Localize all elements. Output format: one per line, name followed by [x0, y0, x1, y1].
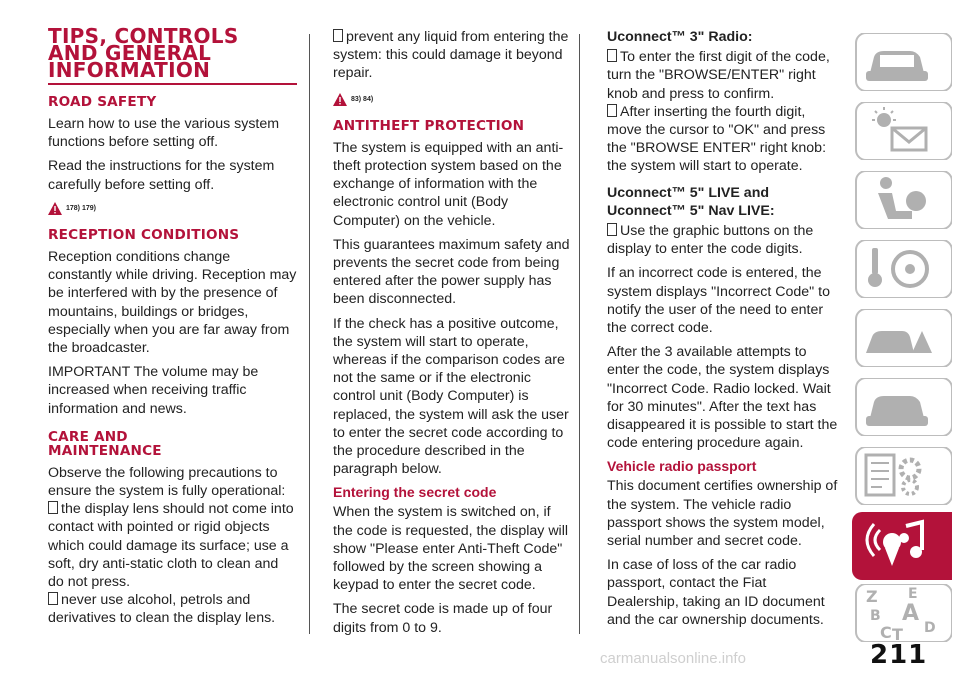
bullet-item: prevent any liquid from entering the system: this could damage it beyond repair. [333, 29, 569, 82]
paragraph: In case of loss of the car radio passport, contact the Fiat Dealership, taking an ID document and the car ownership documents. [607, 557, 825, 628]
bullet-box-icon [607, 49, 617, 62]
column-3 [592, 28, 838, 635]
chapter-sidebar [852, 33, 952, 653]
paragraph: If an incorrect code is entered, the system displays "Incorrect Code" to notify the user of the need to enter the correct code. [607, 265, 830, 337]
tab-index[interactable] [852, 584, 952, 642]
column-1 [33, 24, 297, 628]
bullet-box-icon [333, 29, 343, 42]
index-letter-t: T [892, 625, 903, 642]
car-breakdown-icon [852, 309, 952, 367]
title-rule [48, 83, 297, 85]
bullet-box-icon [607, 104, 617, 117]
main-title: TIPS, CONTROLS AND GENERAL INFORMATION [48, 24, 239, 82]
column-divider [309, 34, 310, 634]
tab-warning-lights[interactable] [852, 102, 952, 160]
bullet-box-icon [48, 501, 58, 514]
bullet-item: never use alcohol, petrols and derivatives to clean the display lens. [48, 592, 276, 627]
bullet-item: Use the graphic buttons on the display to enter the code digits. [607, 223, 814, 258]
tab-dashboard[interactable] [852, 33, 952, 91]
paragraph: This guarantees maximum safety and prevents the secret code from being entered after the power supply has been disconnected. [333, 236, 570, 308]
page-number: 211 [870, 640, 928, 670]
warning-refs: 178) 179) [66, 204, 96, 212]
car-dashboard-icon [852, 33, 952, 91]
warning-reference [48, 200, 297, 218]
warning-reference [333, 91, 572, 109]
paragraph: The system is equipped with an anti-theft protection system based on the exchange of information with the electronic control unit (Body Computer) on the vehicle. [333, 139, 564, 229]
radio3-title: Uconnect™ 3" Radio: [607, 29, 753, 45]
bullet-item: After inserting the fourth digit, move the cursor to "OK" and press the "BROWSE ENTER" right knob: the system will start to operate. [607, 103, 827, 175]
paragraph: Learn how to use the various system functions before setting off. [48, 116, 280, 151]
watermark: carmanualsonline.info [600, 650, 746, 667]
column-divider [579, 34, 580, 634]
section-title-care: CARE AND MAINTENANCE [48, 428, 162, 459]
index-letter-b: B [870, 608, 881, 624]
paragraph: IMPORTANT The volume may be increased when receiving traffic information and news. [48, 364, 259, 417]
paragraph: When the system is switched on, if the code is requested, the display will show "Please enter Anti-Theft Code" followed by the screen showing a keypad to enter the secret code. [333, 504, 569, 594]
specs-gears-icon [852, 447, 952, 505]
paragraph: This document certifies ownership of the system. The vehicle radio passport shows the system model, serial number and secret code. [607, 478, 838, 550]
tab-technical-specs[interactable] [852, 447, 952, 505]
tab-servicing[interactable] [852, 378, 952, 436]
paragraph: Read the instructions for the system carefully before setting off. [48, 158, 275, 193]
index-letter-c: C [880, 623, 892, 642]
paragraph: The secret code is made up of four digits from 0 to 9. [333, 601, 553, 636]
bullet-box-icon [607, 223, 617, 236]
column-2 [318, 28, 572, 643]
warning-lights-icon [852, 102, 952, 160]
bullet-box-icon [48, 592, 58, 605]
warning-triangle-icon [48, 202, 62, 215]
tab-emergency[interactable] [852, 309, 952, 367]
section-title-road-safety: ROAD SAFETY [48, 94, 157, 110]
paragraph: If the check has a positive outcome, the system will start to operate, whereas if the comparison codes are not the same or if the electronic control unit (Body Computer) is replaced, the system will ask the user to enter the secret code according to the procedure described in the paragraph below. [333, 315, 569, 478]
paragraph: Reception conditions change constantly while driving. Reception may be interfered with by the presence of mountains, buildings or bridges, especially when you are far away from the broadcaster. [48, 249, 297, 357]
tab-safety[interactable] [852, 171, 952, 229]
index-letter-z: Z [866, 587, 878, 606]
section-title-antitheft: ANTITHEFT PROTECTION [333, 117, 525, 134]
radio5-title: Uconnect™ 5" LIVE and Uconnect™ 5" Nav LIVE: [607, 184, 775, 219]
multimedia-icon [852, 512, 952, 580]
index-letter-d: D [924, 620, 936, 636]
key-steering-icon [852, 240, 952, 298]
section-title-reception: RECEPTION CONDITIONS [48, 227, 240, 244]
seat-airbag-icon [852, 171, 952, 229]
warning-triangle-icon [333, 93, 347, 106]
bullet-item: the display lens should not come into contact with pointed or rigid objects which could damage its surface; use a soft, dry anti-static cloth to clean and do not press. [48, 501, 294, 591]
tab-starting-driving[interactable] [852, 240, 952, 298]
index-letter-e: E [908, 586, 918, 602]
bullet-item: To enter the first digit of the code, turn the "BROWSE/ENTER" right knob and press to confirm. [607, 49, 830, 102]
subsection-title-entering: Entering the secret code [333, 484, 497, 501]
car-service-icon [852, 378, 952, 436]
index-letter-a: A [902, 601, 920, 626]
subsection-title-passport: Vehicle radio passport [607, 458, 757, 475]
alphabetical-index-icon [852, 584, 952, 642]
warning-refs: 83) 84) [351, 95, 374, 103]
tab-multimedia[interactable] [852, 512, 952, 580]
paragraph: After the 3 available attempts to enter the code, the system displays "Incorrect Code. Radio locked. Wait for 30 minutes". After the text has disappeared it is possible to start the code entering procedure again. [607, 344, 838, 452]
paragraph: Observe the following precautions to ensure the system is fully operational: [48, 464, 286, 500]
